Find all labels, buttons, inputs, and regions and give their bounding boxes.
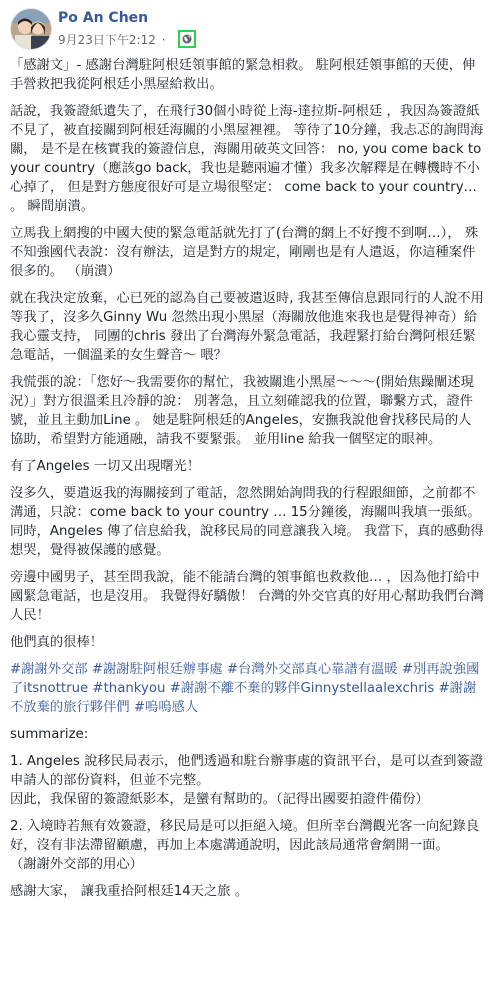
post-meta (58, 31, 168, 48)
post-timestamp-link[interactable]: 9月23日下午2:12 (58, 33, 156, 47)
paragraph: 我慌張的說：「您好～我需要你的幫忙，我被關進小黑屋～～～(開始焦躁闡述現況）」對方很溫柔且冷靜的說： 別著急，且立刻確認我的位置，聯繫方式，證件號，並且主動加Line 。 她是駐阿根廷的Angeles，安撫我說他會找移民局的人協助，希望對方能通融，請我不要緊張。 並用line 給我一個堅定的眼神。 (10, 375, 474, 447)
summary-item: 2. 入境時若無有效簽證，移民局是可以拒絕入境。但所幸台灣觀光客一向紀錄良好，沒有非法滯留顧慮，再加上本處溝通說明，因此該局通常會網開一面。 （謝謝外交部的用心） (10, 819, 480, 872)
avatar[interactable] (10, 8, 52, 50)
author-name-link[interactable]: Po An Chen (58, 10, 149, 26)
paragraph: 他們真的很棒！ (10, 635, 104, 650)
profile-photo-icon (11, 9, 51, 49)
paragraph: 旁邊中國男子，甚至問我說，能不能請台灣的領事館也救救他… ，因為他打給中國緊急電話，也是沒用。 我覺得好驕傲！ 台灣的外交官真的好用心幫助我們台灣人民！ (10, 570, 484, 623)
globe-icon (182, 34, 192, 44)
closing-line: 感謝大家， 讓我重拾阿根廷14天之旅 。 (10, 884, 249, 899)
paragraph: 話說，我簽證紙遺失了，在飛行30個小時從上海-達拉斯-阿根廷 ，我因為簽證紙不見了，被直接關到阿根廷海關的小黑屋裡裡。 等待了10分鐘，我忐忑的詢問海關， 是不是在核實我的簽證信息，海關用破英文回答： no, you come back to your country（應該go back，我也是聽兩遍才懂）我多次解釋是在轉機時不小心掉了， 但是對方態度很好可是立場很堅定： come back to your country… 。 瞬間崩潰。 (10, 104, 486, 214)
summary-item: 1. Angeles 說移民局表示，他們透過和駐台辦事處的資訊平台，是可以查到簽證申請人的部份資料，但並不完整。 因此，我保留的簽證紙影本，是蠻有幫助的。（記得出國要拍證件備份） (10, 754, 483, 807)
summarize-label: summarize: (10, 727, 89, 742)
paragraph: 「感謝文」- 感謝台灣駐阿根廷領事館的緊急相救。 駐阿根廷領事館的天使，伸手營救把我從阿根廷小黑屋給救出。 (10, 58, 476, 92)
paragraph: 立馬我上網搜的中國大使的緊急電話就先打了(台灣的網上不好搜不到啊…）， 殊不知強國代表說：沒有辦法，這是對方的規定，剛剛也是有人遣返，你這種案件很多的。 （崩潰） (10, 226, 479, 279)
meta-separator: · (161, 33, 166, 47)
post-header (10, 8, 480, 50)
paragraph: 有了Angeles 一切又出現曙光！ (10, 459, 201, 474)
privacy-selector[interactable] (178, 30, 196, 48)
hashtag-links[interactable]: #謝謝外交部 #謝謝駐阿根廷辦事處 #台灣外交部真心靠譜有溫暖 #別再說強國了itsnottrue #thankyou #謝謝不離不棄的夥伴Ginnystellaalexchris #謝謝不放棄的旅行夥伴們 #嗚嗚感人 (10, 662, 480, 715)
paragraph: 沒多久，要遣返我的海關接到了電話，忽然開始詢問我的行程跟細節，之前都不溝通，只說：come back to your country … 15分鐘後，海關叫我填一張紙。 同時，Angeles 傳了信息給我，說移民局的同意讓我入境。 我當下，真的感動得想哭，覺得被保護的感覺。 (10, 486, 485, 558)
paragraph: 就在我決定放棄，心已死的認為自己要被遣返時, 我甚至傳信息跟同行的人說不用等我了，沒多久Ginny Wu 忽然出現小黑屋（海關放他進來我也是覺得神奇）給我心靈支持， 同團的chris 發出了台灣海外緊急電話，我趕緊打給台灣阿根廷緊急電話，一個溫柔的女生聲音～ 喂？ (10, 291, 484, 363)
post-body (10, 56, 484, 909)
